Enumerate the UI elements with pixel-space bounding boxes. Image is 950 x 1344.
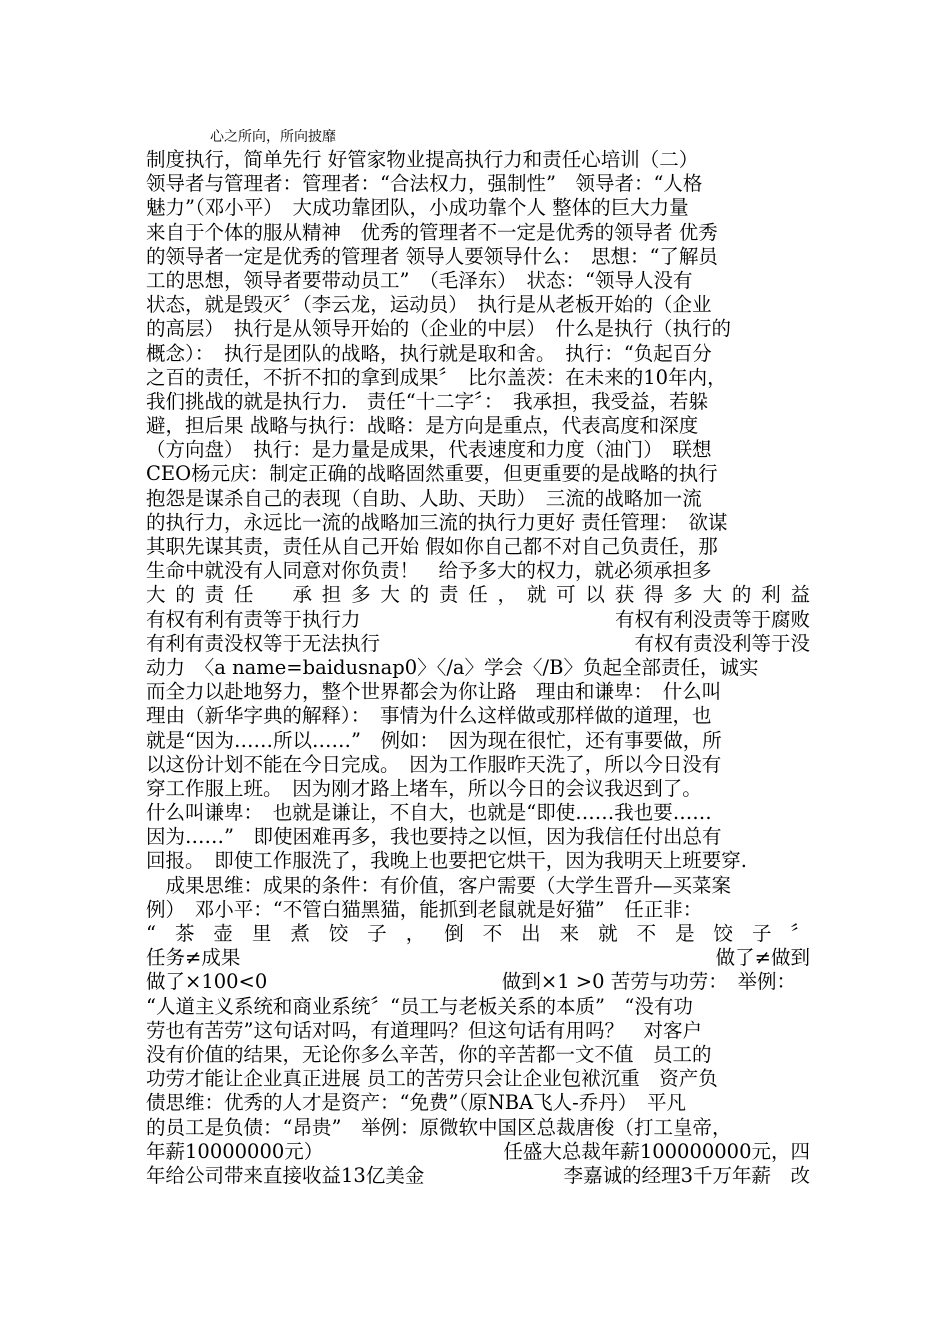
text-line: 理由（新华字典的解释）： 事情为什么这样做或那样做的道理，也 [146,704,712,728]
text-line: 功劳才能让企业真正进展 员工的苦劳只会让企业包袱沉重 资产负 [146,1067,718,1091]
text-line [146,632,810,656]
text-line: “人道主义系统和商业系统〞“员工与老板关系的本质” “没有功 [146,994,693,1018]
line-segment-right: 做到×1 >0 苦劳与功劳： 举例： [501,970,796,994]
line-segment-left: 年给公司带来直接收益13亿美金 [146,1163,425,1187]
text-line: 就是“因为……所以……” 例如： 因为现在很忙，还有事要做，所 [146,728,722,752]
text-line: 劳也有苦劳”这句话对吗，有道理吗？但这句话有用吗？ 对客户 [146,1018,702,1042]
text-line: 概念）： 执行是团队的战略，执行就是取和舍。 执行：“负起百分 [146,341,712,365]
text-line: “茶壶里煮饺子，倒不出来就不是饺子〞 [146,922,810,945]
text-line: 什么叫谦卑： 也就是谦让，不自大，也就是“即使……我也要…… [146,801,712,825]
text-line: 的高层） 执行是从领导开始的（企业的中层） 什么是执行（执行的 [146,317,732,341]
text-line: 动力 〈a name=baidusnap0〉〈/a〉学会〈/B〉负起全部责任，诚实 [146,655,759,679]
text-line: 状态，就是毁灭〞（李云龙，运动员） 执行是从老板开始的（企业 [146,293,712,317]
text-line: 债思维：优秀的人才是资产：“免费”（原NBA飞人-乔丹） 平凡 [146,1091,687,1115]
line-segment-right: 有权有利没责等于腐败 [614,607,810,631]
line-segment-right: 做了≠做到 [715,946,810,970]
text-line: 穿工作服上班。 因为刚才路上堵车，所以今日的会议我迟到了。 [146,776,702,800]
document-body [146,148,810,1188]
page-header: 心之所向，所向披靡 [210,129,336,145]
line-segment-right: 任盛大总裁年薪100000000元，四 [503,1139,810,1163]
text-line [146,970,810,994]
text-line: 因为……” 即使困难再多，我也要持之以恒，因为我信任付出总有 [146,825,722,849]
line-segment-left: 做了×100<0 [146,970,268,994]
text-line: 工的思想，领导者要带动员工” （毛泽东） 状态：“领导人没有 [146,268,693,292]
text-line: 来自于个体的服从精神 优秀的管理者不一定是优秀的领导者 优秀 [146,220,718,244]
text-line: 避，担后果 战略与执行：战略：是方向是重点，代表高度和深度 [146,414,699,438]
text-line: 领导者与管理者：管理者：“合法权力，强制性” 领导者：“人格 [146,172,703,196]
text-line: CEO杨元庆：制定正确的战略固然重要，但更重要的是战略的执行 [146,462,718,486]
line-segment-left: 有利有责没权等于无法执行 [146,631,381,655]
text-line: 回报。 即使工作服洗了，我晚上也要把它烘干，因为我明天上班要穿. [146,849,747,873]
text-line: 例） 邓小平：“不管白猫黑猫，能抓到老鼠就是好猫” 任正非： [146,897,703,921]
text-line [146,1164,810,1188]
text-line: 的领导者一定是优秀的管理者 领导人要领导什么： 思想：“了解员 [146,244,718,268]
text-line: 而全力以赴地努力，整个世界都会为你让路 理由和谦卑： 什么叫 [146,680,722,704]
text-line: 魅力”（邓小平） 大成功靠团队，小成功靠个人 整体的巨大力量 [146,196,689,220]
text-line: 以这份计划不能在今日完成。 因为工作服昨天洗了，所以今日没有 [146,752,722,776]
text-line: 的执行力，永远比一流的战略加三流的执行力更好 责任管理： 欲谋 [146,510,728,534]
line-segment-left: 有权有利有责等于执行力 [146,607,361,631]
text-line: 制度执行，简单先行 好管家物业提高执行力和责任心培训（二） [146,148,699,171]
text-line: （方向盘） 执行：是力量是成果，代表速度和力度（油门） 联想 [146,438,712,462]
text-line: 抱怨是谋杀自己的表现（自助、人助、天助） 三流的战略加一流 [146,486,702,510]
line-segment-left: 年薪10000000元） [146,1139,324,1163]
text-line: 的员工是负债：“昂贵” 举例：原微软中国区总裁唐俊（打工皇帝， [146,1115,732,1139]
text-line: 成果思维：成果的条件：有价值，客户需要（大学生晋升—买菜案 [146,873,732,897]
text-line: 其职先谋其责，责任从自己开始 假如你自己都不对自己负责任，那 [146,535,718,558]
text-line [146,946,810,970]
text-line: 没有价值的结果，无论你多么辛苦，你的辛苦都一文不值 员工的 [146,1042,712,1066]
text-line: 之百的责任，不折不扣的拿到成果〞 比尔盖茨：在未来的10年内， [146,365,727,389]
text-line [146,1140,810,1164]
line-segment-right: 有权有责没利等于没 [634,631,810,655]
line-segment-right: 李嘉诚的经理3千万年薪 改 [563,1163,810,1187]
text-line: 我们挑战的就是执行力. 责任“十二字〞： 我承担，我受益，若躲 [146,389,709,413]
line-segment-left: 任务≠成果 [146,946,241,970]
text-line: 生命中就没有人同意对你负责！ 给予多大的权力，就必须承担多 [146,559,712,583]
text-line: 大的责任 承担多大的责任，就可以获得多大的利益 [146,583,810,607]
text-line [146,608,810,632]
